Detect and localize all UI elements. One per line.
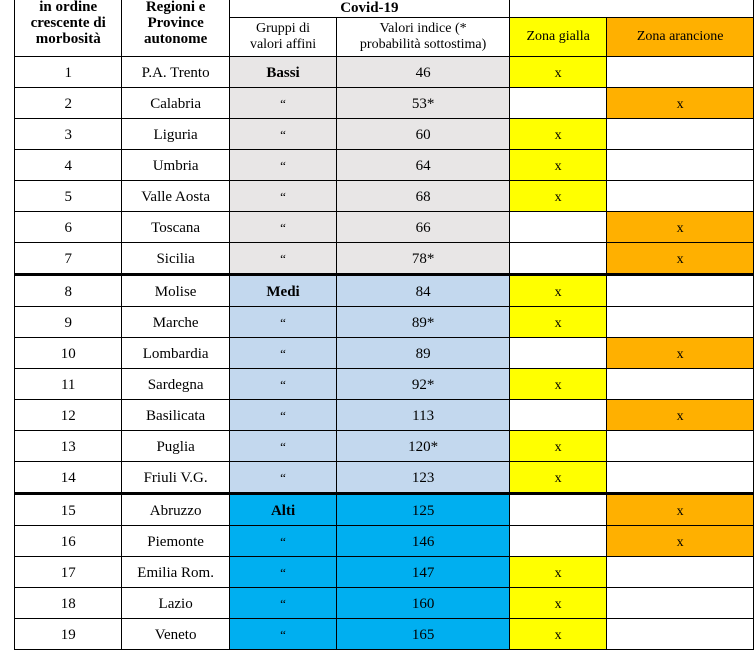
rank-cell	[15, 557, 122, 588]
orange-zone-cell	[607, 431, 754, 462]
yellow-zone-cell-text: x	[554, 66, 562, 81]
rank-cell	[15, 619, 122, 650]
group-header-line2: valori affini	[249, 37, 317, 52]
region-cell	[122, 462, 229, 494]
yellow-zone-cell	[509, 212, 606, 243]
value-cell-text: 66	[415, 220, 431, 236]
yellow-zone-cell-text: x	[554, 316, 562, 331]
table-row	[15, 619, 754, 650]
table-row	[15, 181, 754, 212]
value-header	[337, 18, 510, 57]
group-cell	[229, 400, 336, 431]
header-row-top	[15, 0, 754, 18]
rank-cell-text: 3	[64, 127, 72, 143]
region-cell	[122, 88, 229, 119]
yellow-zone-cell	[509, 338, 606, 369]
yellow-zone-cell	[509, 588, 606, 619]
yellow-zone-cell	[509, 557, 606, 588]
table-row	[15, 400, 754, 431]
yellow-zone-cell	[509, 400, 606, 431]
region-cell-text: Molise	[154, 284, 197, 300]
rank-cell-text: 6	[64, 220, 72, 236]
value-cell-text: 64	[415, 158, 431, 174]
region-cell	[122, 150, 229, 181]
orange-zone-cell-text: x	[676, 347, 684, 362]
value-header-line2: probabilità sottostima)	[359, 37, 487, 52]
group-cell-text: “	[280, 158, 286, 173]
region-cell-text: Umbria	[152, 158, 199, 174]
table-row	[15, 243, 754, 275]
yellow-zone-cell	[509, 88, 606, 119]
rank-cell	[15, 400, 122, 431]
group-cell	[229, 462, 336, 494]
orange-zone-cell	[607, 212, 754, 243]
rank-header	[15, 0, 122, 57]
orange-zone-cell	[607, 150, 754, 181]
yellow-zone-cell	[509, 181, 606, 212]
yellow-zone-cell-text: x	[554, 128, 562, 143]
yellow-zone-cell-text: x	[554, 285, 562, 300]
value-cell	[337, 275, 510, 307]
value-cell	[337, 431, 510, 462]
group-cell	[229, 338, 336, 369]
value-cell	[337, 369, 510, 400]
value-cell-text: 146	[411, 534, 435, 550]
value-cell	[337, 526, 510, 557]
region-cell	[122, 338, 229, 369]
orange-zone-cell-text: x	[676, 535, 684, 550]
rank-cell-text: 7	[64, 251, 72, 267]
rank-cell-text: 16	[60, 534, 76, 550]
group-cell-text: “	[280, 627, 286, 642]
region-cell	[122, 212, 229, 243]
value-cell-text: 60	[415, 127, 431, 143]
region-cell	[122, 181, 229, 212]
orange-zone-cell	[607, 588, 754, 619]
value-cell-text: 147	[411, 565, 435, 581]
orange-zone-cell	[607, 307, 754, 338]
value-cell	[337, 181, 510, 212]
rank-cell-text: 8	[64, 284, 72, 300]
rank-cell	[15, 307, 122, 338]
table-row	[15, 88, 754, 119]
rank-cell-text: 1	[64, 65, 72, 81]
orange-zone-cell	[607, 57, 754, 88]
table-row	[15, 212, 754, 243]
yellow-zone-cell	[509, 275, 606, 307]
rank-cell-text: 18	[60, 596, 76, 612]
group-cell	[229, 88, 336, 119]
yellow-zone-cell	[509, 619, 606, 650]
table-row	[15, 557, 754, 588]
yellow-zone-cell-text: x	[554, 628, 562, 643]
region-cell	[122, 369, 229, 400]
table-row	[15, 526, 754, 557]
rank-cell	[15, 462, 122, 494]
yellow-zone-cell	[509, 431, 606, 462]
region-cell-text: P.A. Trento	[141, 65, 210, 81]
rank-cell	[15, 338, 122, 369]
rank-cell	[15, 243, 122, 275]
group-cell	[229, 150, 336, 181]
group-cell	[229, 526, 336, 557]
orange-zone-cell	[607, 181, 754, 212]
region-cell	[122, 619, 229, 650]
value-cell	[337, 400, 510, 431]
value-cell	[337, 57, 510, 88]
rank-cell	[15, 275, 122, 307]
value-cell-text: 165	[411, 627, 435, 643]
yellow-zone-cell	[509, 369, 606, 400]
value-cell-text: 46	[415, 65, 431, 81]
group-cell	[229, 619, 336, 650]
covid-header-label: Covid-19	[340, 0, 399, 16]
group-cell-text: “	[280, 439, 286, 454]
yellow-zone-header	[509, 18, 606, 57]
region-cell	[122, 243, 229, 275]
value-cell-text: 89*	[411, 315, 435, 331]
value-cell	[337, 150, 510, 181]
region-cell-text: Calabria	[150, 96, 202, 112]
yellow-zone-cell-text: x	[554, 378, 562, 393]
value-cell-text: 78*	[411, 251, 435, 267]
value-cell	[337, 557, 510, 588]
table-sheet	[14, 0, 754, 650]
region-cell-text: Lazio	[158, 596, 193, 612]
orange-zone-cell-text: x	[676, 252, 684, 267]
group-cell	[229, 212, 336, 243]
group-cell-text: “	[280, 189, 286, 204]
region-cell-text: Sicilia	[156, 251, 195, 267]
rank-cell	[15, 88, 122, 119]
group-cell-text: “	[280, 220, 286, 235]
yellow-zone-cell-text: x	[554, 597, 562, 612]
yellow-zone-cell	[509, 243, 606, 275]
group-cell-text: “	[280, 470, 286, 485]
value-cell	[337, 338, 510, 369]
group-cell-text: “	[280, 251, 286, 266]
yellow-zone-cell	[509, 462, 606, 494]
table-row	[15, 57, 754, 88]
region-cell-text: Valle Aosta	[141, 189, 210, 205]
group-cell	[229, 494, 336, 526]
region-cell	[122, 119, 229, 150]
group-cell	[229, 243, 336, 275]
rank-cell-text: 15	[60, 503, 76, 519]
group-cell	[229, 431, 336, 462]
region-cell-text: Puglia	[156, 439, 195, 455]
table-row	[15, 462, 754, 494]
orange-zone-cell	[607, 119, 754, 150]
table-row	[15, 588, 754, 619]
group-cell	[229, 119, 336, 150]
table-row	[15, 431, 754, 462]
table-row	[15, 494, 754, 526]
rank-cell-text: 10	[60, 346, 76, 362]
value-cell-text: 120*	[408, 439, 439, 455]
value-cell	[337, 619, 510, 650]
group-cell-text: “	[280, 377, 286, 392]
rank-cell	[15, 369, 122, 400]
group-header	[229, 18, 336, 57]
rank-cell	[15, 526, 122, 557]
group-cell	[229, 588, 336, 619]
value-cell	[337, 243, 510, 275]
rank-cell-text: 17	[60, 565, 76, 581]
orange-zone-header	[607, 18, 754, 57]
rank-cell-text: 9	[64, 315, 72, 331]
group-cell-text: “	[280, 565, 286, 580]
region-cell	[122, 307, 229, 338]
orange-zone-cell-text: x	[676, 409, 684, 424]
region-cell	[122, 588, 229, 619]
yellow-zone-cell-text: x	[554, 440, 562, 455]
yellow-zone-cell	[509, 307, 606, 338]
region-cell	[122, 400, 229, 431]
value-cell-text: 113	[412, 408, 435, 424]
group-cell-text: “	[280, 534, 286, 549]
rank-cell-text: 4	[64, 158, 72, 174]
rank-header-line3: morbosità	[35, 30, 101, 47]
region-cell-text: Liguria	[153, 127, 198, 143]
yellow-zone-cell-text: x	[554, 190, 562, 205]
rank-cell	[15, 119, 122, 150]
yellow-zone-cell	[509, 119, 606, 150]
rank-header-line2: crescente di	[30, 14, 106, 31]
region-cell	[122, 275, 229, 307]
table-row	[15, 369, 754, 400]
rank-cell-text: 14	[60, 470, 76, 486]
orange-zone-cell	[607, 275, 754, 307]
value-cell-text: 160	[411, 596, 435, 612]
yellow-zone-cell-text: x	[554, 159, 562, 174]
orange-zone-cell	[607, 494, 754, 526]
table-row	[15, 338, 754, 369]
value-header-line1: Valori indice (*	[379, 21, 467, 36]
value-cell	[337, 588, 510, 619]
region-cell-text: Piemonte	[147, 534, 204, 550]
region-cell-text: Sardegna	[147, 377, 204, 393]
region-header-line3: autonome	[143, 30, 208, 47]
group-cell	[229, 557, 336, 588]
orange-zone-cell	[607, 369, 754, 400]
group-cell-text: Alti	[270, 503, 296, 519]
orange-zone-cell-text: x	[676, 221, 684, 236]
group-cell-text: “	[280, 346, 286, 361]
orange-zone-cell-text: x	[676, 97, 684, 112]
yellow-zone-cell	[509, 526, 606, 557]
orange-zone-cell	[607, 557, 754, 588]
table-body	[15, 57, 754, 650]
zone-header-blank	[509, 0, 753, 18]
group-cell	[229, 369, 336, 400]
group-header-line1: Gruppi di	[256, 21, 311, 36]
region-header-line1: Regioni e	[145, 0, 206, 15]
region-cell	[122, 57, 229, 88]
region-cell-text: Marche	[152, 315, 199, 331]
region-cell	[122, 557, 229, 588]
group-cell-text: “	[280, 408, 286, 423]
region-cell-text: Veneto	[154, 627, 197, 643]
yellow-zone-cell	[509, 57, 606, 88]
value-cell-text: 123	[411, 470, 435, 486]
value-cell-text: 53*	[411, 96, 435, 112]
value-cell	[337, 307, 510, 338]
group-cell-text: “	[280, 315, 286, 330]
region-cell-text: Toscana	[151, 220, 201, 236]
yellow-zone-cell-text: x	[554, 566, 562, 581]
region-cell-text: Emilia Rom.	[137, 565, 214, 581]
rank-cell-text: 2	[64, 96, 72, 112]
orange-zone-cell	[607, 88, 754, 119]
rank-cell	[15, 494, 122, 526]
region-cell	[122, 494, 229, 526]
value-cell-text: 92*	[411, 377, 435, 393]
orange-zone-cell	[607, 400, 754, 431]
group-cell-text: “	[280, 596, 286, 611]
yellow-zone-cell	[509, 150, 606, 181]
yellow-zone-cell-text: x	[554, 471, 562, 486]
region-cell	[122, 431, 229, 462]
table-row	[15, 275, 754, 307]
orange-zone-cell	[607, 619, 754, 650]
rank-cell	[15, 588, 122, 619]
covid-header	[229, 0, 509, 18]
yellow-zone-cell	[509, 494, 606, 526]
region-cell-text: Basilicata	[146, 408, 206, 424]
group-cell-text: Bassi	[266, 65, 300, 81]
yellow-zone-header-label: Zona gialla	[526, 29, 590, 44]
table-row	[15, 119, 754, 150]
zones-table	[14, 0, 754, 650]
region-cell-text: Friuli V.G.	[143, 470, 208, 486]
rank-header-line1: in ordine	[39, 0, 98, 15]
orange-zone-cell	[607, 243, 754, 275]
orange-zone-cell	[607, 526, 754, 557]
region-cell-text: Abruzzo	[149, 503, 202, 519]
group-cell	[229, 57, 336, 88]
value-cell-text: 89	[415, 346, 431, 362]
region-header-line2: Province	[147, 14, 204, 31]
orange-zone-header-label: Zona arancione	[636, 29, 724, 44]
orange-zone-cell-text: x	[676, 504, 684, 519]
rank-cell	[15, 150, 122, 181]
region-cell-text: Lombardia	[142, 346, 209, 362]
group-cell	[229, 275, 336, 307]
group-cell-text: Medi	[266, 284, 300, 300]
orange-zone-cell	[607, 462, 754, 494]
group-cell	[229, 181, 336, 212]
rank-cell-text: 19	[60, 627, 76, 643]
group-cell-text: “	[280, 96, 286, 111]
rank-cell-text: 5	[64, 189, 72, 205]
value-cell	[337, 462, 510, 494]
value-cell-text: 125	[411, 503, 435, 519]
group-cell-text: “	[280, 127, 286, 142]
region-header	[122, 0, 229, 57]
table-row	[15, 307, 754, 338]
rank-cell-text: 11	[60, 377, 76, 393]
value-cell	[337, 212, 510, 243]
value-cell-text: 84	[415, 284, 431, 300]
region-cell	[122, 526, 229, 557]
value-cell	[337, 494, 510, 526]
value-cell	[337, 88, 510, 119]
orange-zone-cell	[607, 338, 754, 369]
rank-cell	[15, 181, 122, 212]
rank-cell-text: 12	[60, 408, 76, 424]
table-row	[15, 150, 754, 181]
rank-cell	[15, 431, 122, 462]
rank-cell	[15, 212, 122, 243]
rank-cell	[15, 57, 122, 88]
value-cell-text: 68	[415, 189, 431, 205]
rank-cell-text: 13	[60, 439, 76, 455]
value-cell	[337, 119, 510, 150]
group-cell	[229, 307, 336, 338]
